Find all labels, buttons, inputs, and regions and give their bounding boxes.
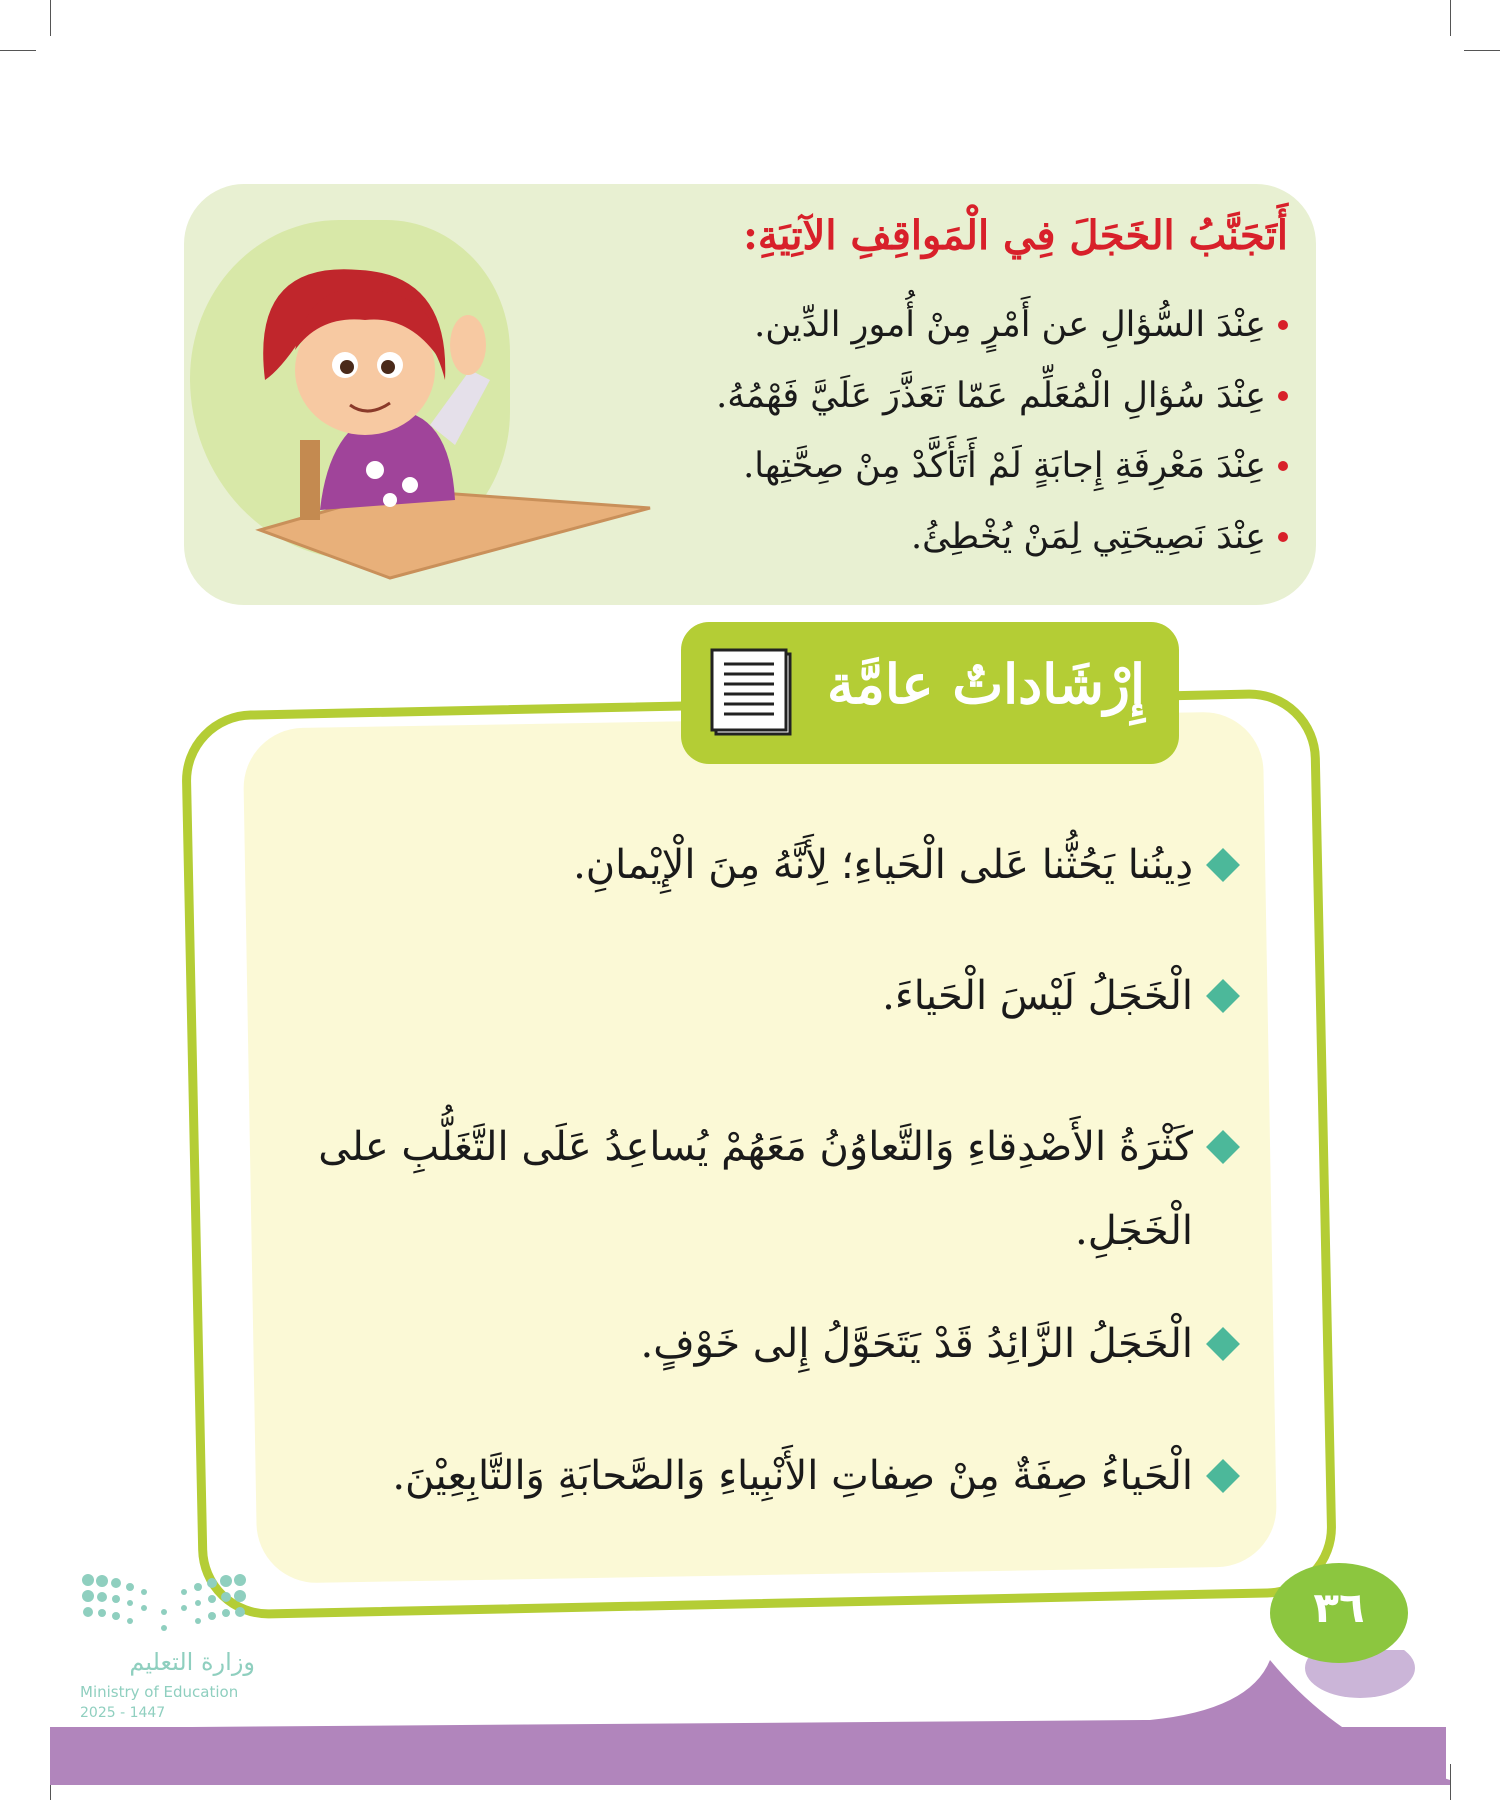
item-text: دِينُنا يَحُثُّنا عَلى الْحَياءِ؛ لِأَنَّهُ مِنَ الْإِيْمانِ. <box>573 842 1193 888</box>
item-text: الْخَجَلُ لَيْسَ الْحَياءَ. <box>882 973 1193 1019</box>
diamond-bullet-icon <box>1206 1130 1240 1164</box>
guidance-title: إِرْشَاداتٌ عامَّة <box>826 652 1145 716</box>
list-item <box>235 842 1235 888</box>
list-item <box>911 517 1288 557</box>
bullet-icon <box>1278 461 1288 471</box>
bullet-icon <box>1278 320 1288 330</box>
item-text: عِنْدَ نَصِيحَتِي لِمَنْ يُخْطِئُ. <box>910 517 1266 557</box>
crop-mark <box>1450 0 1451 36</box>
diamond-bullet-icon <box>1206 1459 1240 1493</box>
item-text: عِنْدَ السُّؤالِ عن أَمْرٍ مِنْ أُمورِ الدِّين. <box>754 305 1266 345</box>
list-item <box>743 446 1288 486</box>
list-item <box>235 1105 1235 1273</box>
crop-mark <box>50 0 51 36</box>
list-item <box>235 1453 1235 1499</box>
ministry-name-english: Ministry of Education <box>80 1683 239 1701</box>
item-text: الْحَياءُ صِفَةٌ مِنْ صِفاتِ الأَنْبِياءِ وَالصَّحابَةِ وَالتَّابِعِيْنَ. <box>392 1453 1193 1499</box>
item-text: الْخَجَلُ الزَّائِدُ قَدْ يَتَحَوَّلُ إِلى خَوْفٍ. <box>640 1321 1193 1367</box>
item-text: عِنْدَ مَعْرِفَةِ إِجابَةٍ لَمْ أَتَأَكَّدْ مِنْ صِحَّتِها. <box>743 446 1266 486</box>
bullet-icon <box>1278 532 1288 542</box>
ministry-logo-dots <box>80 1572 260 1634</box>
diamond-bullet-icon <box>1206 848 1240 882</box>
document-icon <box>710 648 800 740</box>
crop-mark <box>1464 50 1500 51</box>
list-item <box>716 376 1288 416</box>
item-text: عِنْدَ سُؤالِ الْمُعَلِّم عَمّا تَعَذَّرَ عَلَيَّ فَهْمُهُ. <box>716 376 1266 416</box>
page-number: ٣٦ <box>1313 1583 1365 1632</box>
item-text: كَثْرَةُ الأَصْدِقاءِ وَالتَّعاوُنُ مَعَهُمْ يُساعِدُ عَلَى التَّغَلُّبِ على الْخَجَلِ. <box>318 1124 1193 1254</box>
girl-raising-hand-illustration <box>240 260 660 580</box>
list-item <box>754 305 1288 345</box>
diamond-bullet-icon <box>1206 979 1240 1013</box>
diamond-bullet-icon <box>1206 1327 1240 1361</box>
ministry-name-arabic: وزارة التعليم <box>129 1648 255 1676</box>
bullet-icon <box>1278 391 1288 401</box>
list-item <box>235 973 1235 1019</box>
crop-mark <box>0 50 36 51</box>
bottom-band <box>50 1727 1446 1785</box>
situations-title: أَتَجَنَّبُ الخَجَلَ فِي الْمَواقِفِ الآتِيَةِ: <box>743 212 1288 259</box>
list-item <box>235 1321 1235 1367</box>
edition-year: 2025 - 1447 <box>80 1705 166 1721</box>
